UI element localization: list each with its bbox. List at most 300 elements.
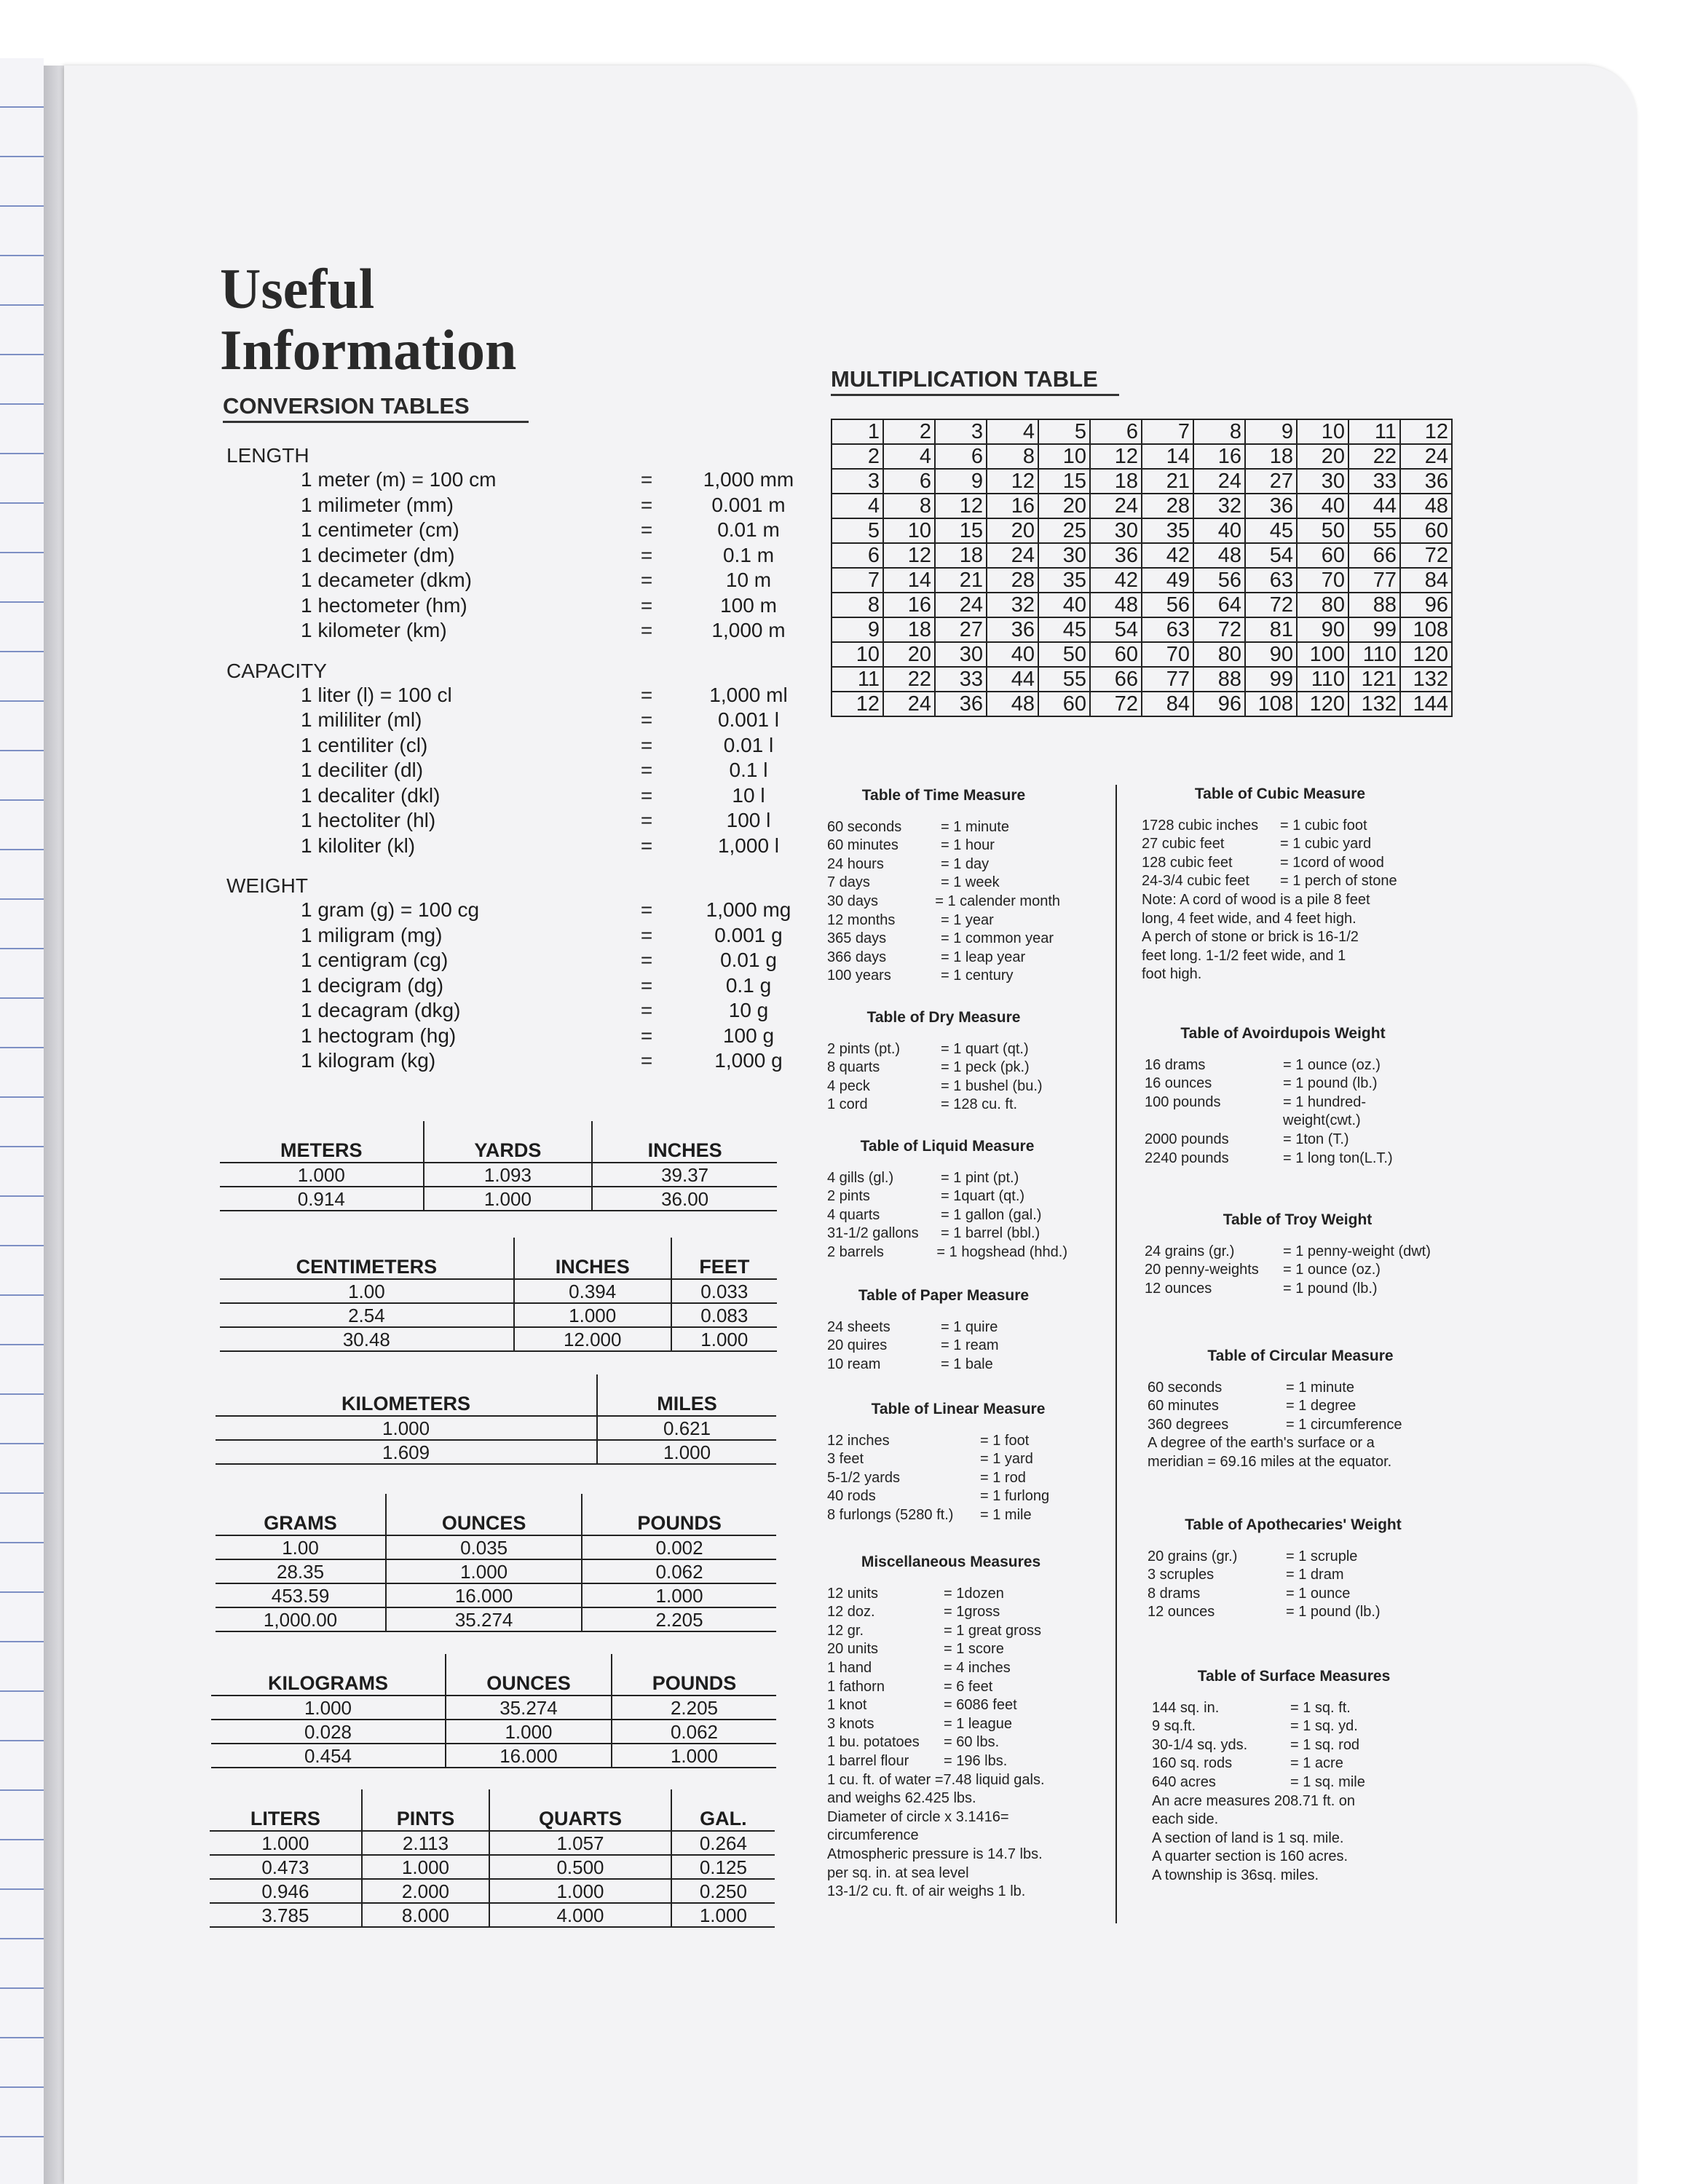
table-cell: 1.000 [514, 1303, 671, 1327]
multiplication-cell: 12 [832, 692, 883, 716]
measure-row [827, 1450, 1089, 1469]
measure-quantity: 1 bu. potatoes [827, 1734, 920, 1751]
measure-quantity: 3 feet [827, 1451, 864, 1468]
measure-row [1142, 835, 1418, 854]
measure-quantity: 2000 pounds [1145, 1131, 1229, 1147]
unit-value: 0.1 m [722, 543, 775, 566]
measure-row [827, 1640, 1075, 1659]
multiplication-cell: 72 [1090, 692, 1142, 716]
measure-equivalent: = 6086 feet [944, 1697, 1017, 1714]
measure-quantity: 20 grains (gr.) [1148, 1548, 1238, 1564]
measure-quantity: 27 cubic feet [1142, 836, 1225, 852]
grams-conversion-table [216, 1494, 776, 1632]
centimeters-conversion-table [220, 1238, 777, 1352]
unit-definition: 1 deciliter (dl) [301, 759, 424, 781]
measure-row [827, 949, 1060, 968]
multiplication-cell: 100 [1297, 642, 1348, 667]
column-header: YARDS [424, 1121, 593, 1163]
measure-note: foot high. [1142, 966, 1202, 983]
table-cell: 1.609 [216, 1440, 597, 1464]
multiplication-cell: 66 [1090, 667, 1142, 692]
table-cell: 1.000 [446, 1720, 612, 1744]
table-cell: 0.125 [671, 1855, 775, 1879]
equals-sign: = [640, 543, 653, 566]
measure-quantity: 144 sq. in. [1152, 1699, 1220, 1716]
multiplication-row [832, 667, 1452, 692]
multiplication-cell: 36 [1245, 494, 1297, 518]
measure-note: A degree of the earth's surface or a [1148, 1435, 1375, 1452]
measure-row [827, 967, 1060, 986]
measure-table-title: Table of Cubic Measure [1194, 786, 1366, 802]
table-row [216, 1583, 776, 1607]
multiplication-cell: 12 [883, 543, 935, 568]
multiplication-cell: 18 [1090, 469, 1142, 494]
measure-equivalent: = 1 pound (lb.) [1283, 1075, 1378, 1092]
equals-sign: = [640, 683, 653, 706]
conversion-tables-header: CONVERSION TABLES [223, 393, 529, 423]
column-header: GRAMS [216, 1494, 386, 1535]
meters-conversion-table [220, 1121, 777, 1211]
multiplication-cell: 60 [1090, 642, 1142, 667]
multiplication-cell: 12 [1090, 444, 1142, 469]
measure-row [1145, 1112, 1421, 1131]
multiplication-cell: 10 [832, 642, 883, 667]
multiplication-cell: 72 [1400, 543, 1452, 568]
multiplication-cell: 30 [1090, 518, 1142, 543]
multiplication-cell: 72 [1193, 617, 1245, 642]
measure-quantity: 2 pints (pt.) [827, 1040, 901, 1057]
multiplication-cell: 5 [832, 518, 883, 543]
measure-quantity: 1 cord [827, 1096, 868, 1113]
unit-value: 100 g [722, 1024, 775, 1047]
length-label: LENGTH [226, 444, 309, 467]
measure-equivalent: = 1 gallon (gal.) [941, 1206, 1042, 1223]
multiplication-cell: 32 [1193, 494, 1245, 518]
column-header: MILES [597, 1374, 776, 1416]
measure-quantity: 2 pints [827, 1188, 870, 1205]
multiplication-cell: 48 [987, 692, 1038, 716]
table-cell: 1.000 [597, 1440, 776, 1464]
measure-table-title: Table of Avoirdupois Weight [1180, 1025, 1386, 1042]
measure-equivalent: = 4 inches [944, 1659, 1011, 1676]
measure-quantity: 30 days [827, 893, 879, 909]
measure-quantity: 4 gills (gl.) [827, 1169, 894, 1186]
multiplication-cell: 6 [1090, 419, 1142, 444]
measure-equivalent: = 1 sq. ft. [1290, 1699, 1351, 1716]
length-conversion-row [226, 568, 803, 593]
measure-note: Note: A cord of wood is a pile 8 feet [1142, 891, 1370, 908]
multiplication-cell: 84 [1400, 568, 1452, 593]
measure-row [827, 1622, 1075, 1641]
unit-definition: 1 hectometer (hm) [301, 593, 467, 617]
table-row [211, 1696, 776, 1720]
measure-row [827, 1715, 1075, 1734]
table-cell: 0.250 [671, 1879, 775, 1903]
multiplication-cell: 36 [1090, 543, 1142, 568]
column-header: LITERS [210, 1789, 362, 1831]
measure-equivalent: = 1 leap year [941, 949, 1026, 965]
measure-equivalent: = 1 degree [1286, 1398, 1356, 1415]
length-conversion-row [226, 518, 803, 543]
kilograms-conversion-table [211, 1654, 776, 1768]
unit-value: 0.001 g [714, 923, 783, 946]
table-cell: 1.00 [220, 1279, 514, 1303]
multiplication-cell: 10 [1297, 419, 1348, 444]
unit-definition: 1 decaliter (dkl) [301, 783, 441, 807]
multiplication-row [832, 642, 1452, 667]
measure-quantity: 24 grains (gr.) [1145, 1243, 1235, 1259]
multiplication-cell: 27 [1245, 469, 1297, 494]
measure-quantity: 12 ounces [1145, 1280, 1212, 1297]
multiplication-cell: 45 [1245, 518, 1297, 543]
multiplication-cell: 36 [935, 692, 987, 716]
multiplication-cell: 4 [883, 444, 935, 469]
multiplication-cell: 12 [935, 494, 987, 518]
length-conversion-row [226, 493, 803, 518]
multiplication-cell: 12 [987, 469, 1038, 494]
measure-row [827, 855, 1060, 874]
measure-row [827, 1469, 1089, 1488]
equals-sign: = [640, 493, 653, 516]
measure-row [827, 1752, 1075, 1771]
measure-equivalent: = 1 year [941, 911, 994, 928]
multiplication-cell: 88 [1193, 667, 1245, 692]
measure-note: per sq. in. at sea level [827, 1864, 969, 1881]
measure-equivalent: = 1 sq. mile [1290, 1773, 1365, 1790]
multiplication-cell: 60 [1297, 543, 1348, 568]
column-header: POUNDS [612, 1654, 776, 1696]
multiplication-cell: 14 [1142, 444, 1193, 469]
multiplication-cell: 132 [1348, 692, 1400, 716]
measure-quantity: 5-1/2 yards [827, 1469, 901, 1486]
equals-sign: = [640, 759, 653, 781]
table-header-row [211, 1654, 776, 1696]
multiplication-cell: 1 [832, 419, 883, 444]
measure-quantity: 7 days [827, 874, 870, 891]
troy-weight-table [1145, 1211, 1450, 1298]
measure-quantity: 4 quarts [827, 1206, 880, 1223]
measure-row [1152, 1699, 1436, 1718]
multiplication-cell: 121 [1348, 667, 1400, 692]
measure-table-title: Table of Circular Measure [1207, 1348, 1394, 1364]
multiplication-cell: 7 [832, 568, 883, 593]
measure-equivalent: = 1 bushel (bu.) [941, 1077, 1043, 1094]
weight-conversion-row [226, 898, 803, 923]
multiplication-cell: 18 [883, 617, 935, 642]
column-header: INCHES [514, 1238, 671, 1279]
measure-quantity: 24 sheets [827, 1318, 890, 1335]
measure-row [1145, 1075, 1421, 1093]
table-cell: 1.000 [216, 1416, 597, 1440]
measure-equivalent: = 1 circumference [1286, 1416, 1402, 1433]
equals-sign: = [640, 834, 653, 857]
avoirdupois-weight-table [1145, 1024, 1421, 1168]
measure-quantity: 30-1/4 sq. yds. [1152, 1736, 1248, 1753]
table-cell: 0.914 [220, 1187, 424, 1211]
multiplication-cell: 12 [1400, 419, 1452, 444]
multiplication-cell: 72 [1245, 593, 1297, 617]
measure-table-title: Table of Apothecaries' Weight [1185, 1516, 1402, 1533]
measure-row [827, 874, 1060, 893]
multiplication-cell: 22 [883, 667, 935, 692]
measure-equivalent: = 1 minute [941, 818, 1009, 835]
measure-row [827, 1603, 1075, 1622]
measure-quantity: 31-1/2 gallons [827, 1225, 919, 1242]
multiplication-cell: 66 [1348, 543, 1400, 568]
weight-conversion-row [226, 998, 803, 1024]
table-row [210, 1903, 775, 1927]
multiplication-cell: 70 [1297, 568, 1348, 593]
measure-equivalent: = 196 lbs. [944, 1752, 1008, 1769]
equals-sign: = [640, 949, 653, 971]
multiplication-cell: 16 [1193, 444, 1245, 469]
measure-equivalent: = 1 pint (pt.) [941, 1169, 1019, 1186]
multiplication-cell: 27 [935, 617, 987, 642]
measure-quantity: 2 barrels [827, 1243, 884, 1260]
measure-row [827, 1224, 1067, 1243]
measure-table-title: Table of Liquid Measure [860, 1138, 1035, 1155]
table-cell: 8.000 [362, 1903, 489, 1927]
multiplication-cell: 84 [1142, 692, 1193, 716]
table-row [216, 1440, 776, 1464]
measure-row [1145, 1243, 1450, 1262]
multiplication-cell: 9 [832, 617, 883, 642]
measure-quantity: 60 seconds [827, 818, 902, 835]
multiplication-cell: 24 [987, 543, 1038, 568]
table-cell: 1.000 [210, 1831, 362, 1855]
equals-sign: = [640, 898, 653, 921]
measure-row [1145, 1261, 1450, 1280]
measure-table-title: Table of Surface Measures [1197, 1668, 1391, 1685]
table-cell: 0.394 [514, 1279, 671, 1303]
multiplication-cell: 108 [1245, 692, 1297, 716]
measure-note: 13-1/2 cu. ft. of air weighs 1 lb. [827, 1883, 1026, 1900]
multiplication-cell: 88 [1348, 593, 1400, 617]
table-row [216, 1559, 776, 1583]
unit-definition: 1 decameter (dkm) [301, 569, 472, 591]
measure-table-title: Table of Troy Weight [1223, 1211, 1373, 1228]
capacity-conversion-row [226, 834, 803, 859]
measure-row [827, 1096, 1060, 1115]
multiplication-cell: 56 [1142, 593, 1193, 617]
measure-equivalent: = 1 week [941, 874, 1000, 891]
measure-note: circumference [827, 1827, 919, 1844]
multiplication-cell: 80 [1193, 642, 1245, 667]
measure-note: and weighs 62.425 lbs. [827, 1790, 976, 1807]
measure-row [1148, 1566, 1439, 1585]
multiplication-cell: 35 [1142, 518, 1193, 543]
table-cell: 1.000 [612, 1744, 776, 1768]
multiplication-cell: 40 [1193, 518, 1245, 543]
multiplication-cell: 9 [1245, 419, 1297, 444]
multiplication-cell: 60 [1038, 692, 1090, 716]
multiplication-cell: 11 [1348, 419, 1400, 444]
measure-row [1145, 1280, 1450, 1299]
measure-equivalent: weight(cwt.) [1283, 1112, 1361, 1129]
measure-row [827, 1206, 1067, 1225]
table-cell: 2.113 [362, 1831, 489, 1855]
multiplication-cell: 110 [1297, 667, 1348, 692]
table-header-row [216, 1494, 776, 1535]
measure-equivalent: = 1 scruple [1286, 1548, 1358, 1564]
equals-sign: = [640, 999, 653, 1021]
table-cell: 36.00 [592, 1187, 777, 1211]
unit-definition: 1 milimeter (mm) [301, 493, 454, 516]
unit-value: 1,000 g [714, 1049, 783, 1072]
table-cell: 0.062 [612, 1720, 776, 1744]
table-row [220, 1303, 777, 1327]
table-cell: 1.000 [671, 1327, 777, 1351]
multiplication-cell: 40 [1038, 593, 1090, 617]
unit-value: 1,000 l [717, 834, 780, 857]
multiplication-cell: 20 [987, 518, 1038, 543]
unit-value: 0.01 m [717, 518, 780, 541]
table-row [210, 1855, 775, 1879]
measure-equivalent: = 1 perch of stone [1280, 873, 1397, 890]
measure-row [827, 1506, 1089, 1525]
capacity-conversion-row [226, 758, 803, 783]
measure-note: Atmospheric pressure is 14.7 lbs. [827, 1845, 1043, 1862]
multiplication-cell: 36 [1400, 469, 1452, 494]
multiplication-cell: 14 [883, 568, 935, 593]
measure-row [827, 1318, 1060, 1337]
notebook-spine [44, 66, 66, 2184]
multiplication-cell: 10 [883, 518, 935, 543]
capacity-conversion-row [226, 733, 803, 759]
multiplication-cell: 40 [987, 642, 1038, 667]
table-row [220, 1327, 777, 1351]
column-header: PINTS [362, 1789, 489, 1831]
table-cell: 0.946 [210, 1879, 362, 1903]
measure-row [827, 1487, 1089, 1506]
capacity-conversion-row [226, 708, 803, 733]
measure-equivalent: = 1 day [941, 855, 990, 872]
multiplication-cell: 50 [1297, 518, 1348, 543]
column-header: METERS [220, 1121, 424, 1163]
measure-equivalent: = 1 cubic foot [1280, 817, 1367, 834]
unit-value: 1,000 mg [706, 898, 791, 921]
multiplication-cell: 45 [1038, 617, 1090, 642]
table-cell: 0.473 [210, 1855, 362, 1879]
measure-equivalent: = 1 sq. yd. [1290, 1718, 1358, 1735]
dry-measure-table [827, 1008, 1060, 1115]
multiplication-cell: 48 [1400, 494, 1452, 518]
measure-equivalent: = 1 sq. rod [1290, 1736, 1360, 1753]
unit-definition: 1 kilogram (kg) [301, 1049, 436, 1072]
title-line-2: Information [220, 318, 517, 381]
measure-row [827, 836, 1060, 855]
capacity-conversion-row [226, 783, 803, 809]
multiplication-cell: 6 [832, 543, 883, 568]
unit-value: 0.1 g [725, 973, 772, 997]
multiplication-cell: 70 [1142, 642, 1193, 667]
measure-row [827, 1585, 1075, 1604]
table-row [220, 1279, 777, 1303]
multiplication-cell: 16 [883, 593, 935, 617]
measure-quantity: 3 knots [827, 1715, 874, 1732]
measure-equivalent: = 1 furlong [980, 1488, 1050, 1505]
multiplication-cell: 99 [1348, 617, 1400, 642]
measure-row [827, 818, 1060, 837]
column-header: KILOGRAMS [211, 1654, 446, 1696]
weight-conversion-row [226, 1024, 803, 1049]
equals-sign: = [640, 593, 653, 617]
table-cell: 3.785 [210, 1903, 362, 1927]
multiplication-cell: 36 [987, 617, 1038, 642]
measure-quantity: 2240 pounds [1145, 1150, 1229, 1166]
measure-equivalent: = 1 foot [980, 1432, 1030, 1449]
measure-row [827, 911, 1060, 930]
multiplication-cell: 20 [883, 642, 935, 667]
measure-quantity: 12 months [827, 911, 896, 928]
measure-row [1145, 1150, 1421, 1168]
unit-value: 10 l [732, 783, 765, 807]
measure-quantity: 4 peck [827, 1077, 870, 1094]
measure-equivalent: = 128 cu. ft. [941, 1096, 1018, 1113]
table-cell: 1.000 [211, 1696, 446, 1720]
multiplication-cell: 40 [1297, 494, 1348, 518]
capacity-label: CAPACITY [226, 659, 327, 682]
multiplication-cell: 120 [1400, 642, 1452, 667]
measure-quantity: 10 ream [827, 1356, 881, 1372]
multiplication-cell: 3 [832, 469, 883, 494]
measure-quantity: 100 pounds [1145, 1093, 1221, 1110]
equals-sign: = [640, 1024, 653, 1047]
measure-note: A section of land is 1 sq. mile. [1152, 1829, 1344, 1846]
multiplication-cell: 48 [1193, 543, 1245, 568]
table-row [210, 1831, 775, 1855]
unit-definition: 1 liter (l) = 100 cl [301, 683, 452, 706]
measure-quantity: 60 minutes [827, 837, 899, 854]
multiplication-cell: 42 [1090, 568, 1142, 593]
measure-quantity: 9 sq.ft. [1152, 1718, 1196, 1735]
multiplication-cell: 63 [1245, 568, 1297, 593]
multiplication-cell: 56 [1193, 568, 1245, 593]
column-header: GAL. [671, 1789, 775, 1831]
length-conversion-row [226, 467, 803, 493]
multiplication-cell: 3 [935, 419, 987, 444]
liters-conversion-table [210, 1789, 775, 1928]
multiplication-cell: 96 [1193, 692, 1245, 716]
measure-equivalent: = 1 ounce [1286, 1585, 1351, 1602]
length-conversion-row [226, 593, 803, 619]
table-cell: 1.057 [489, 1831, 671, 1855]
multiplication-cell: 20 [1297, 444, 1348, 469]
column-header: KILOMETERS [216, 1374, 597, 1416]
multiplication-cell: 144 [1400, 692, 1452, 716]
measure-row [1148, 1379, 1453, 1398]
measure-quantity: 160 sq. rods [1152, 1755, 1233, 1772]
table-header-row [220, 1238, 777, 1279]
measure-equivalent: = 6 feet [944, 1678, 993, 1695]
measure-quantity: 16 ounces [1145, 1075, 1212, 1092]
measure-quantity: 8 furlongs (5280 ft.) [827, 1506, 954, 1523]
table-cell: 0.033 [671, 1279, 777, 1303]
multiplication-cell: 55 [1038, 667, 1090, 692]
table-cell: 2.205 [612, 1696, 776, 1720]
table-cell: 0.002 [582, 1535, 776, 1559]
multiplication-cell: 54 [1245, 543, 1297, 568]
measure-quantity: 16 drams [1145, 1056, 1206, 1073]
multiplication-row [832, 543, 1452, 568]
weight-conversion-row [226, 1048, 803, 1074]
multiplication-cell: 30 [1038, 543, 1090, 568]
unit-value: 1,000 m [711, 619, 786, 641]
measure-note: A township is 36sq. miles. [1152, 1867, 1319, 1883]
liquid-measure-table [827, 1137, 1067, 1262]
multiplication-cell: 21 [1142, 469, 1193, 494]
circular-measure-table [1148, 1347, 1453, 1472]
